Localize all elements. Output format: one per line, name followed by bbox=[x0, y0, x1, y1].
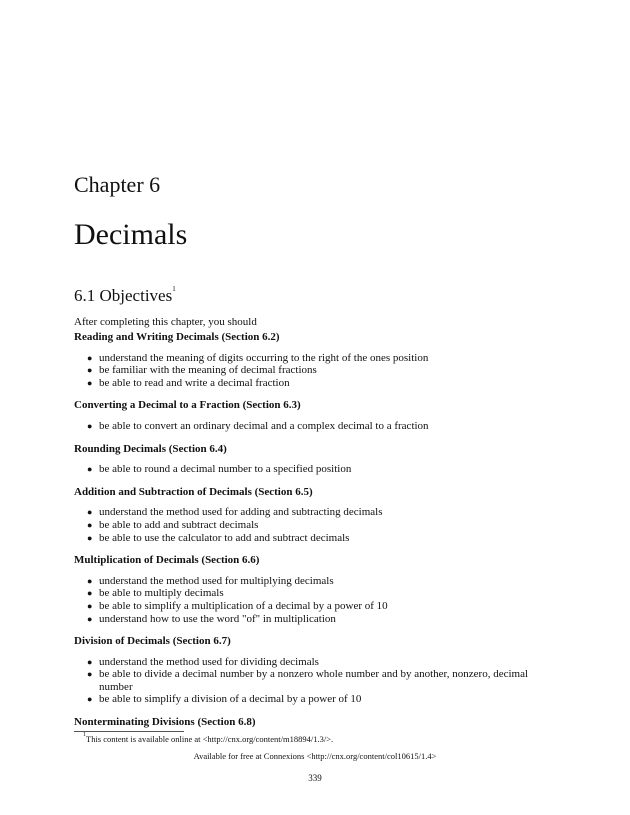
objective-item-text: understand the method used for adding and subtracting decimals bbox=[99, 506, 383, 519]
availability-notice: Available for free at Connexions <http://cnx.org/content/col10615/1.4> bbox=[193, 751, 437, 761]
objective-item bbox=[74, 352, 559, 365]
objective-item-text: be able to use the calculator to add and subtract decimals bbox=[99, 531, 350, 544]
objective-item bbox=[74, 656, 559, 669]
objective-item-text: be able to simplify a multiplication of a decimal by a power of 10 bbox=[99, 599, 388, 612]
objective-item-text: be able to add and subtract decimals bbox=[99, 518, 259, 531]
page-number: 339 bbox=[308, 773, 322, 783]
objective-item-text: understand the method used for multiplying decimals bbox=[99, 574, 334, 587]
objective-item bbox=[74, 506, 559, 519]
objective-item bbox=[74, 519, 559, 532]
objective-item-text: understand how to use the word "of" in multiplication bbox=[99, 612, 336, 625]
objective-item-text: be able to multiply decimals bbox=[99, 587, 224, 600]
objective-items bbox=[74, 575, 559, 625]
objective-item-text: understand the method used for dividing decimals bbox=[99, 655, 319, 668]
bullet-icon: ● bbox=[87, 519, 93, 530]
objective-group-title: Reading and Writing Decimals (Section 6.2) bbox=[74, 331, 280, 343]
objective-item-text: be able to read and write a decimal fraction bbox=[99, 376, 290, 389]
section-heading bbox=[74, 286, 176, 306]
objective-item bbox=[74, 587, 559, 600]
chapter-label: Chapter 6 bbox=[74, 172, 161, 197]
bullet-icon: ● bbox=[87, 600, 93, 611]
objective-items bbox=[74, 506, 559, 544]
objective-item bbox=[74, 420, 559, 433]
objective-group-title: Division of Decimals (Section 6.7) bbox=[74, 635, 231, 648]
objective-group-title: Rounding Decimals (Section 6.4) bbox=[74, 442, 227, 455]
objective-item-text: be familiar with the meaning of decimal fractions bbox=[99, 364, 317, 377]
footnote-mark: 1 bbox=[83, 732, 86, 739]
bullet-icon: ● bbox=[87, 377, 93, 388]
bullet-icon: ● bbox=[87, 464, 93, 475]
bullet-icon: ● bbox=[87, 575, 93, 586]
objective-item bbox=[74, 463, 559, 476]
chapter-title: Decimals bbox=[74, 218, 188, 251]
bullet-icon: ● bbox=[87, 420, 93, 431]
bullet-icon: ● bbox=[87, 532, 93, 543]
bullet-icon: ● bbox=[87, 669, 93, 680]
objective-item bbox=[74, 613, 559, 626]
objective-items bbox=[74, 656, 559, 706]
objective-items bbox=[74, 420, 559, 433]
footnote-text: This content is available online at <http://cnx.org/content/m18894/1.3/>. bbox=[86, 734, 334, 744]
objective-item bbox=[74, 575, 559, 588]
objective-item bbox=[74, 377, 559, 390]
objective-item-text: be able to simplify a division of a decimal by a power of 10 bbox=[99, 693, 362, 706]
bullet-icon: ● bbox=[87, 694, 93, 705]
bullet-icon: ● bbox=[87, 613, 93, 624]
bullet-icon: ● bbox=[87, 588, 93, 599]
objective-group-title: Multiplication of Decimals (Section 6.6) bbox=[74, 554, 260, 567]
footnote bbox=[83, 734, 333, 744]
objective-item bbox=[74, 364, 559, 377]
objective-item-text: understand the meaning of digits occurring to the right of the ones position bbox=[99, 351, 429, 364]
bullet-icon: ● bbox=[87, 507, 93, 518]
intro-text: After completing this chapter, you should bbox=[74, 316, 257, 328]
objective-item-text: be able to convert an ordinary decimal and a complex decimal to a fraction bbox=[99, 419, 429, 432]
objective-group-title: Converting a Decimal to a Fraction (Section 6.3) bbox=[74, 399, 301, 412]
objective-item bbox=[74, 532, 559, 545]
bullet-icon: ● bbox=[87, 656, 93, 667]
section-heading-text: 6.1 Objectives bbox=[74, 286, 173, 305]
objective-group-title: Addition and Subtraction of Decimals (Section 6.5) bbox=[74, 485, 313, 498]
objectives-list bbox=[74, 331, 559, 737]
bullet-icon: ● bbox=[87, 365, 93, 376]
objective-item bbox=[74, 693, 559, 706]
objective-item bbox=[74, 668, 559, 693]
objective-item-text: be able to round a decimal number to a specified position bbox=[99, 463, 352, 476]
footnote-reference[interactable]: 1 bbox=[172, 285, 176, 294]
objective-group-title: Nonterminating Divisions (Section 6.8) bbox=[74, 716, 256, 729]
objective-item bbox=[74, 600, 559, 613]
footnote-divider bbox=[74, 731, 184, 732]
objective-item-text: be able to divide a decimal number by a nonzero whole number and by another, nonzero, decimal number bbox=[99, 668, 529, 693]
objective-items bbox=[74, 463, 559, 476]
objective-items bbox=[74, 352, 559, 390]
bullet-icon: ● bbox=[87, 352, 93, 363]
